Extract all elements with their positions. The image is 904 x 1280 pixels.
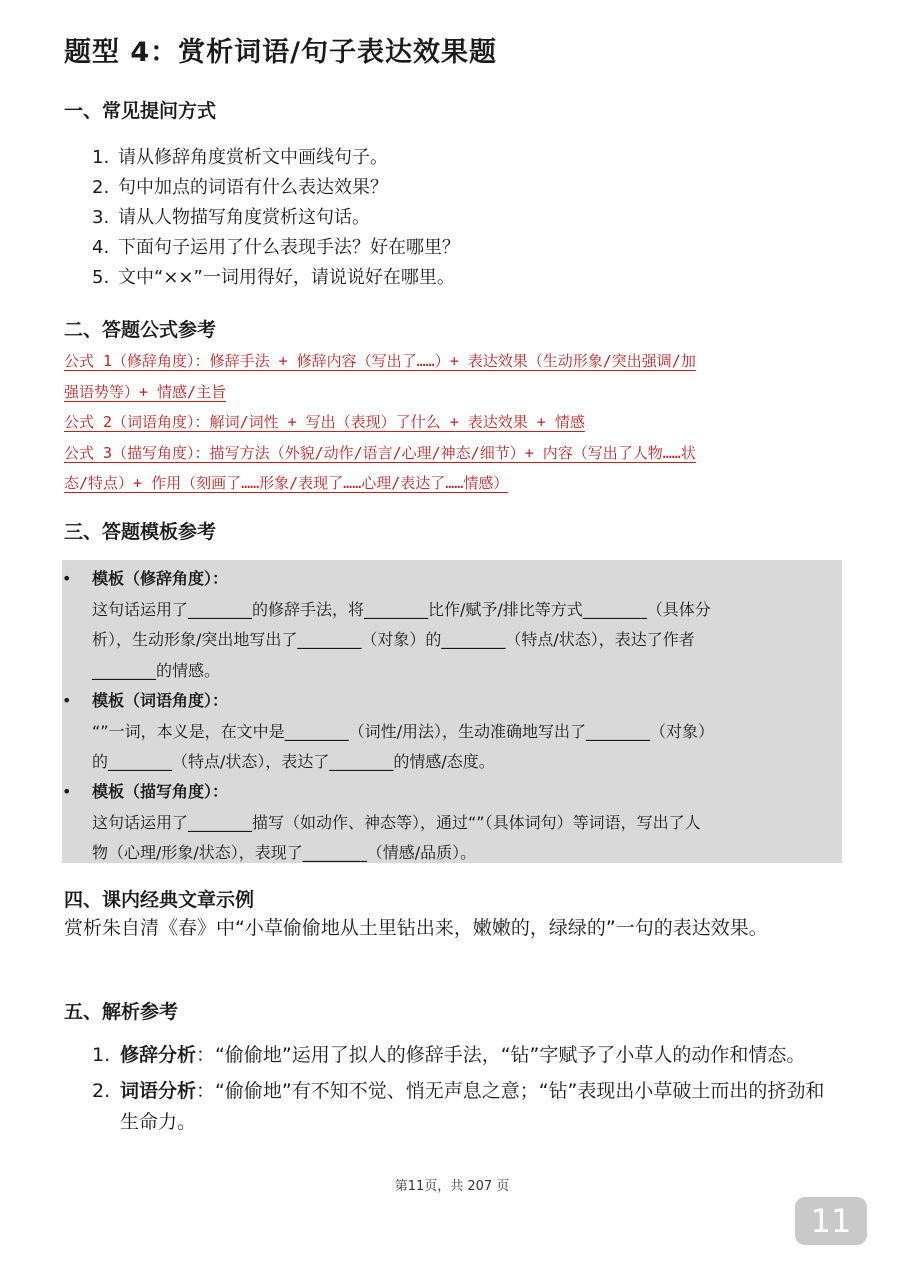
list-number: 2. [92, 1080, 111, 1102]
section-heading-2: 二、答题公式参考 [64, 319, 217, 341]
analysis-lead: 修辞分析 [120, 1044, 197, 1066]
template-description [62, 777, 701, 869]
template-line: 这句话运用了________的修辞手法，将________比作/赋予/排比等方式________（具体分 [92, 599, 711, 619]
analysis-text: ：“偷偷地”有不知不觉、悄无声息之意；“钻”表现出小草破土而出的挤劲和生命力。 [120, 1080, 825, 1133]
template-line: “”一词，本义是，在文中是________（词性/用法），生动准确地写出了________（对象） [92, 721, 714, 741]
formula-line: 公式 2（词语角度）：解词/词性 + 写出（表现）了什么 + 表达效果 + 情感 [64, 413, 585, 431]
list-text: 请从修辞角度赏析文中画线句子。 [118, 147, 388, 168]
page-title: 题型 4：赏析词语/句子表达效果题 [64, 37, 498, 68]
template-heading: 模板（描写角度）： [92, 782, 229, 801]
template-rhetoric [62, 564, 711, 686]
question-list [92, 143, 460, 293]
formula-line: 公式 3（描写角度）：描写方法（外貌/动作/语言/心理/神态/细节）+ 内容（写出了人物……状 [64, 443, 696, 462]
section-heading-5: 五、解析参考 [64, 1001, 179, 1023]
list-item [92, 203, 460, 233]
section-heading-3: 三、答题模板参考 [64, 521, 217, 543]
analysis-text: ：“偷偷地”运用了拟人的修辞手法，“钻”字赋予了小草人的动作和情态。 [196, 1044, 806, 1066]
list-item [92, 173, 460, 203]
formula-line: 强语势等）+ 情感/主旨 [64, 382, 227, 401]
template-heading: 模板（词语角度）： [92, 691, 229, 710]
list-item [92, 143, 460, 173]
template-word [62, 686, 714, 778]
template-line: 的________（特点/状态），表达了________的情感/态度。 [92, 752, 495, 771]
section-heading-1: 一、常见提问方式 [64, 100, 217, 122]
page-number-badge: 11 [795, 1197, 867, 1245]
example-text: 赏析朱自清《春》中“小草偷偷地从土里钻出来，嫩嫩的，绿绿的”一句的表达效果。 [64, 917, 768, 939]
analysis-list [92, 1040, 832, 1143]
analysis-lead: 词语分析 [120, 1080, 197, 1102]
list-item [92, 1040, 832, 1071]
template-line: ________的情感。 [92, 660, 221, 680]
list-item [92, 1076, 832, 1138]
list-number: 2. [92, 177, 110, 198]
list-number: 1. [92, 147, 110, 168]
bullet-icon: • [62, 569, 72, 588]
list-text: 请从人物描写角度赏析这句话。 [118, 207, 370, 228]
bullet-icon: • [62, 691, 72, 710]
list-item [92, 233, 460, 263]
formula-line: 态/特点）+ 作用（刻画了……形象/表现了……心理/表达了……情感） [64, 474, 509, 492]
template-heading: 模板（修辞角度）： [92, 569, 229, 588]
list-text: 句中加点的词语有什么表达效果？ [118, 177, 388, 198]
section-heading-4: 四、课内经典文章示例 [64, 889, 255, 911]
list-number: 1. [92, 1044, 111, 1066]
list-number: 3. [92, 207, 110, 228]
formula-block [64, 346, 844, 499]
template-line: 这句话运用了________描写（如动作、神态等），通过“”（具体词句）等词语，写出了人 [92, 812, 701, 832]
list-number: 4. [92, 237, 110, 258]
list-text: 下面句子运用了什么表现手法？好在哪里？ [118, 237, 460, 258]
formula-line: 公式 1（修辞角度）：修辞手法 + 修辞内容（写出了……）+ 表达效果（生动形象/突出强调/加 [64, 352, 696, 370]
list-number: 5. [92, 267, 110, 288]
template-line: 物（心理/形象/状态），表现了________（情感/品质）。 [92, 843, 477, 862]
page-footer: 第11页，共 207 页 [394, 1179, 510, 1194]
template-line: 析），生动形象/突出地写出了________（对象）的________（特点/状态），表达了作者 [92, 630, 695, 649]
list-item [92, 263, 460, 293]
bullet-icon: • [62, 782, 72, 801]
list-text: 文中“××”一词用得好，请说说好在哪里。 [118, 267, 455, 288]
